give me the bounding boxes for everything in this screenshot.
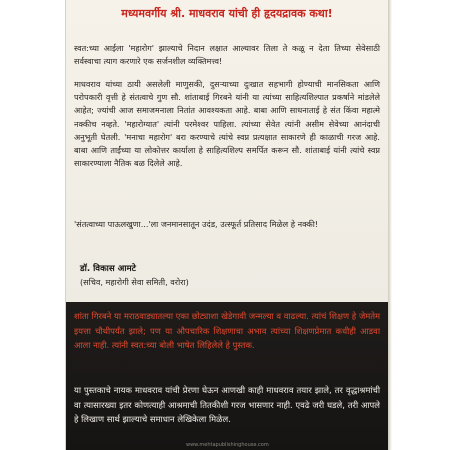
- about-book-paragraph: या पुस्तकाचे नायक माधवराव यांची प्रेरणा घेऊन आणखी काही माधवराव तयार झाले, तर वृद्धाश्रमांची वा त्यासारख्या इतर कोणत्याही आश्रमाची तितकीशी गरज भासणार नाही. एवढे जरी घडले, तरी आपले हे लिखाण सार्थ झाल्याचे समाधान लेखिकेला मिळेल.: [74, 385, 380, 425]
- book-back-cover: [66, 0, 388, 450]
- about-author-paragraph: शांता गिरबने या मराठवाड्यातल्या एका छोट्याशा खेडेगावी जन्मल्या व वाढल्या. त्यांचं शिक्षण हे जेमतेम इयत्ता चौथीपर्यंत झाले; पण या औपचारिक शिक्षणाचा अभाव त्यांच्या शिक्षणप्रेमात कधीही आडवा आला नाही. त्यांनी स्वत:च्या बोली भाषेत लिहिलेले हे पुस्तक.: [74, 311, 380, 351]
- author-role: (सचिव, महारोगी सेवा समिती, वरोरा): [80, 277, 189, 287]
- blurb-intro-paragraph: स्वत:च्या आईला 'महारोग' झाल्याचे निदान लक्षात आल्यावर तिला ते कळू न देता तिच्या सेवेसाठी सर्वस्वाचा त्याग करणारे एक सर्जनशील व्यक्तिमत्त्व!: [74, 43, 380, 67]
- publisher-url: www.mehtapublishinghouse.com: [186, 442, 269, 448]
- blurb-title: मध्यमवर्गीय श्री. माधवराव यांची ही हृदयद्रावक कथा!: [121, 7, 333, 20]
- cover-upper-panel: [66, 0, 388, 302]
- blurb-closing-paragraph: 'संतत्वाच्या पाऊलखुणा...'ला जनमानसातून उदंड, उत्स्फूर्त प्रतिसाद मिळेल हे नक्की!: [74, 219, 319, 229]
- page-edge-shadow: [388, 0, 392, 450]
- blurb-body-paragraph: माधवराव यांच्या ठायी असलेली माणुसकी, दुसऱ्याच्या दुःखात सहभागी होण्याची मानसिकता आणि परोपकारी वृत्ती हे संतत्वाचे गुण सौ. शांताबाई गिरबने यांनी या त्यांच्या साहित्यशिल्पात प्रकर्षाने मांडलेले आहेत; ज्यांची आज समाजमनाला नितांत आवश्यकता आहे. बाबा आणि साधनाताई हे संत किंवा महात्मे नक्कीच नव्हते. 'महारोग्यात' त्यांनी परमेश्वर पाहिला. त्यांच्या सेवेत त्यांनी असीम सेवेच्या आनंदाची अनुभूती घेतली. 'मनाचा महारोग' बरा करण्याचे त्यांचे स्वप्न प्रत्यक्षात साकारणे ही काळाची गरज आहे. बाबा आणि ताईंच्या या लोकोत्तर कार्याला हे साहित्यशिल्प समर्पित करून सौ. शांताबाई यांनी त्यांचे स्वप्न साकारण्याला नैतिक बळ दिलेले आहे.: [74, 79, 380, 169]
- author-name: डॉ. विकास आमटे: [80, 264, 136, 274]
